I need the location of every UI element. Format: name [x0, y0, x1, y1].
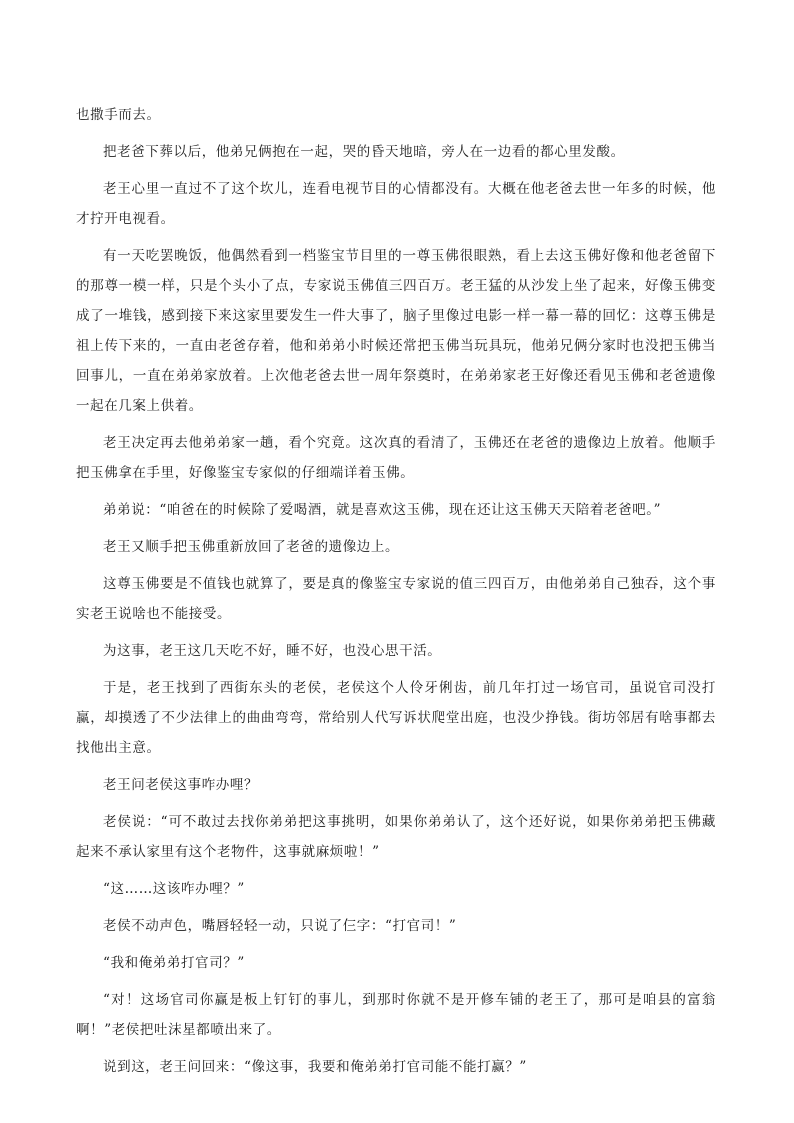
paragraph: 老王又顺手把玉佛重新放回了老爸的遗像边上。 — [103, 539, 400, 555]
paragraph: 也撒手而去。 — [76, 107, 161, 123]
paragraph: “这……这该咋办哩？” — [103, 881, 245, 897]
paragraph: 为这事，老王这几天吃不好，睡不好，也没心思干活。 — [103, 643, 442, 659]
paragraph: 弟弟说：“咱爸在的时候除了爱喝酒，就是喜欢这玉佛，现在还让这玉佛天天陪着老爸吧。” — [103, 502, 662, 518]
paragraph: 于是，老王找到了西街东头的老侯，老侯这个人伶牙俐齿，前几年打过一场官司，虽说官司没打赢，却摸透了不少法律上的曲曲弯弯，常给别人代写诉状爬堂出庭，也没少挣钱。街坊邻居有啥事都去找他出主意。 — [76, 680, 716, 756]
article-body — [76, 100, 716, 1089]
paragraph: 老王决定再去他弟弟家一趟，看个究竟。这次真的看清了，玉佛还在老爸的遗像边上放着。他顺手把玉佛拿在手里，好像鉴宝专家似的仔细端详着玉佛。 — [76, 435, 716, 481]
paragraph: “我和俺弟弟打官司？” — [103, 955, 245, 971]
paragraph: 老侯说：“可不敢过去找你弟弟把这事挑明，如果你弟弟认了，这个还好说，如果你弟弟把玉佛藏起来不承认家里有这个老物件，这事就麻烦啦！” — [76, 814, 716, 860]
paragraph: 老王问老侯这事咋办哩？ — [103, 777, 259, 793]
paragraph: “对！这场官司你赢是板上钉钉的事儿，到那时你就不是开修车铺的老王了，那可是咱县的富翁啊！”老侯把吐沫星都喷出来了。 — [76, 992, 716, 1038]
paragraph: 老王心里一直过不了这个坎儿，连看电视节目的心情都没有。大概在他老爸去世一年多的时候，他才拧开电视看。 — [76, 181, 716, 227]
paragraph: 老侯不动声色，嘴唇轻轻一动，只说了仨字：“打官司！” — [103, 918, 457, 934]
paragraph: 说到这，老王问回来：“像这事，我要和俺弟弟打官司能不能打赢？” — [103, 1059, 527, 1075]
paragraph: 这尊玉佛要是不值钱也就算了，要是真的像鉴宝专家说的值三四百万，由他弟弟自己独吞，这个事实老王说啥也不能接受。 — [76, 576, 716, 622]
paragraph: 有一天吃罢晚饭，他偶然看到一档鉴宝节目里的一尊玉佛很眼熟，看上去这玉佛好像和他老爸留下的那尊一模一样，只是个头小了点，专家说玉佛值三四百万。老王猛的从沙发上坐了起来，好像玉佛变成了一堆钱，感到接下来这家里要发生一件大事了，脑子里像过电影一样一幕一幕的回忆：这尊玉佛是祖上传下来的，一直由老爸存着，他和弟弟小时候还常把玉佛当玩具玩，他弟兄俩分家时也没把玉佛当回事儿，一直在弟弟家放着。上次他老爸去世一周年祭奠时，在弟弟家老王好像还看见玉佛和老爸遗像一起在几案上供着。 — [76, 248, 716, 414]
paragraph: 把老爸下葬以后，他弟兄俩抱在一起，哭的昏天地暗，旁人在一边看的都心里发酸。 — [103, 144, 625, 160]
